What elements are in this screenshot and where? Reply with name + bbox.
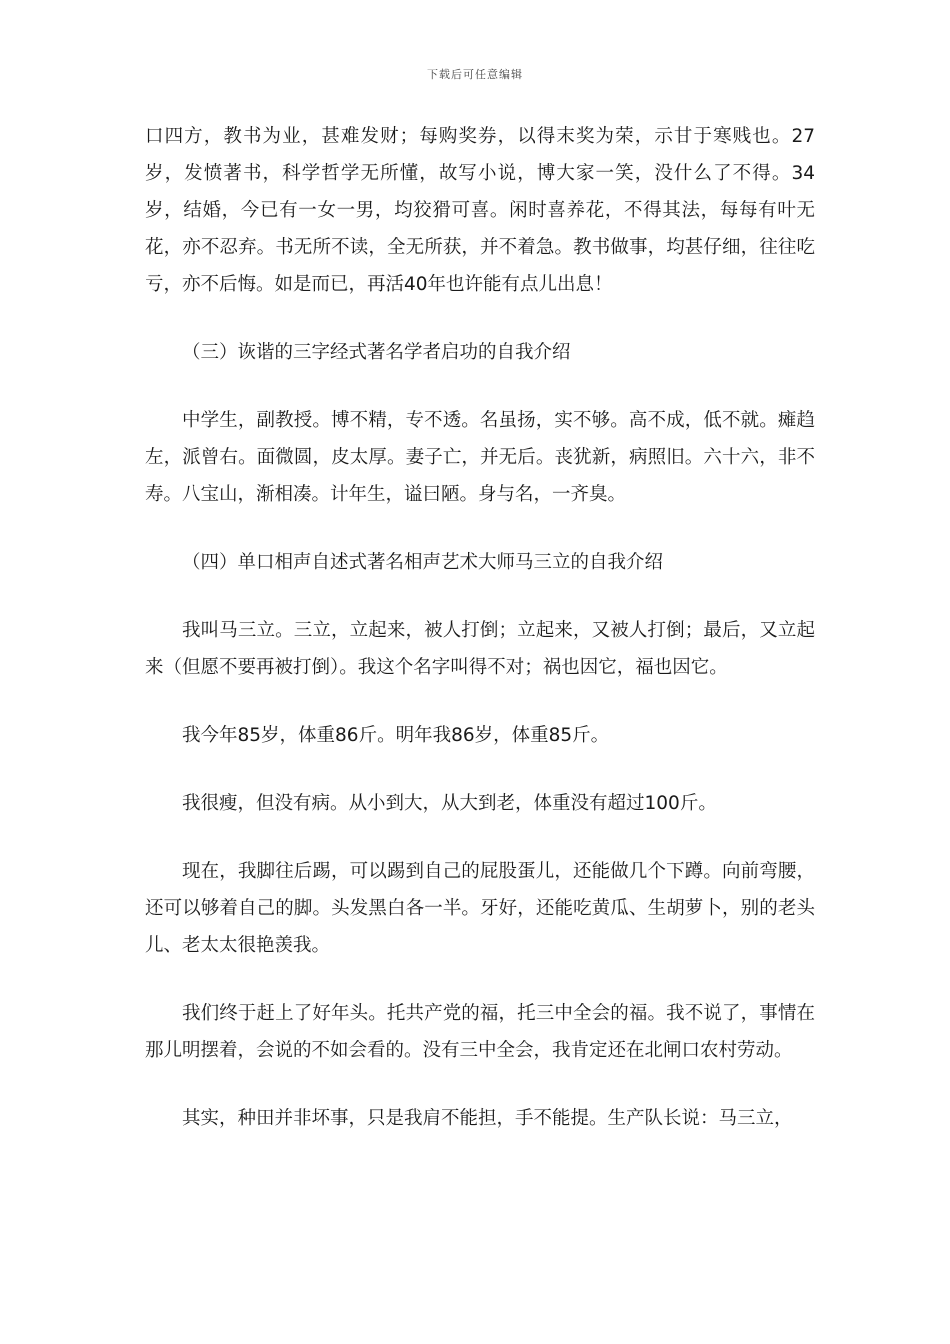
paragraph-ma-sanli-name: 我叫马三立。三立，立起来，被人打倒；立起来，又被人打倒；最后，又立起来（但愿不要再被打倒）。我这个名字叫得不对；祸也因它，福也因它。	[145, 620, 815, 678]
section-heading-ma-sanli: （四）单口相声自述式著名相声艺术大师马三立的自我介绍	[182, 552, 664, 573]
paragraph-ma-sanli-age: 我今年85岁，体重86斤。明年我86岁，体重85斤。	[182, 725, 610, 746]
paragraph-qigong-verse: 中学生，副教授。博不精，专不透。名虽扬，实不够。高不成，低不就。瘫趋左，派曾右。面微圆，皮太厚。妻子亡，并无后。丧犹新，病照旧。六十六，非不寿。八宝山，渐相凑。计年生，谥曰陋。身与名，一齐臭。	[145, 410, 815, 505]
section-heading-qigong: （三）诙谐的三字经式著名学者启功的自我介绍	[182, 342, 571, 363]
paragraph-ma-sanli-weight: 我很瘦，但没有病。从小到大，从大到老，体重没有超过100斤。	[182, 793, 717, 814]
paragraph-ma-sanli-health: 现在，我脚往后踢，可以踢到自己的屁股蛋儿，还能做几个下蹲。向前弯腰，还可以够着自己的脚。头发黑白各一半。牙好，还能吃黄瓜、生胡萝卜，别的老头儿、老太太很艳羡我。	[145, 861, 815, 956]
paragraph-ma-sanli-good-times: 我们终于赶上了好年头。托共产党的福，托三中全会的福。我不说了，事情在那儿明摆着，会说的不如会看的。没有三中全会，我肯定还在北闸口农村劳动。	[145, 1003, 815, 1061]
paragraph-ma-sanli-farming: 其实，种田并非坏事，只是我肩不能担，手不能提。生产队长说：马三立，	[182, 1108, 793, 1129]
paragraph-intro-continuation: 口四方，教书为业，甚难发财；每购奖券，以得末奖为荣，示甘于寒贱也。27岁，发愤著书，科学哲学无所懂，故写小说，博大家一笑，没什么了不得。34岁，结婚，今已有一女一男，均狡猾可喜。闲时喜养花，不得其法，每每有叶无花，亦不忍弃。书无所不读，全无所获，并不着急。教书做事，均甚仔细，往往吃亏，亦不后悔。如是而已，再活40年也许能有点儿出息！	[145, 126, 815, 295]
document-body	[145, 118, 815, 1137]
page-header: 下载后可任意编辑	[427, 68, 523, 81]
